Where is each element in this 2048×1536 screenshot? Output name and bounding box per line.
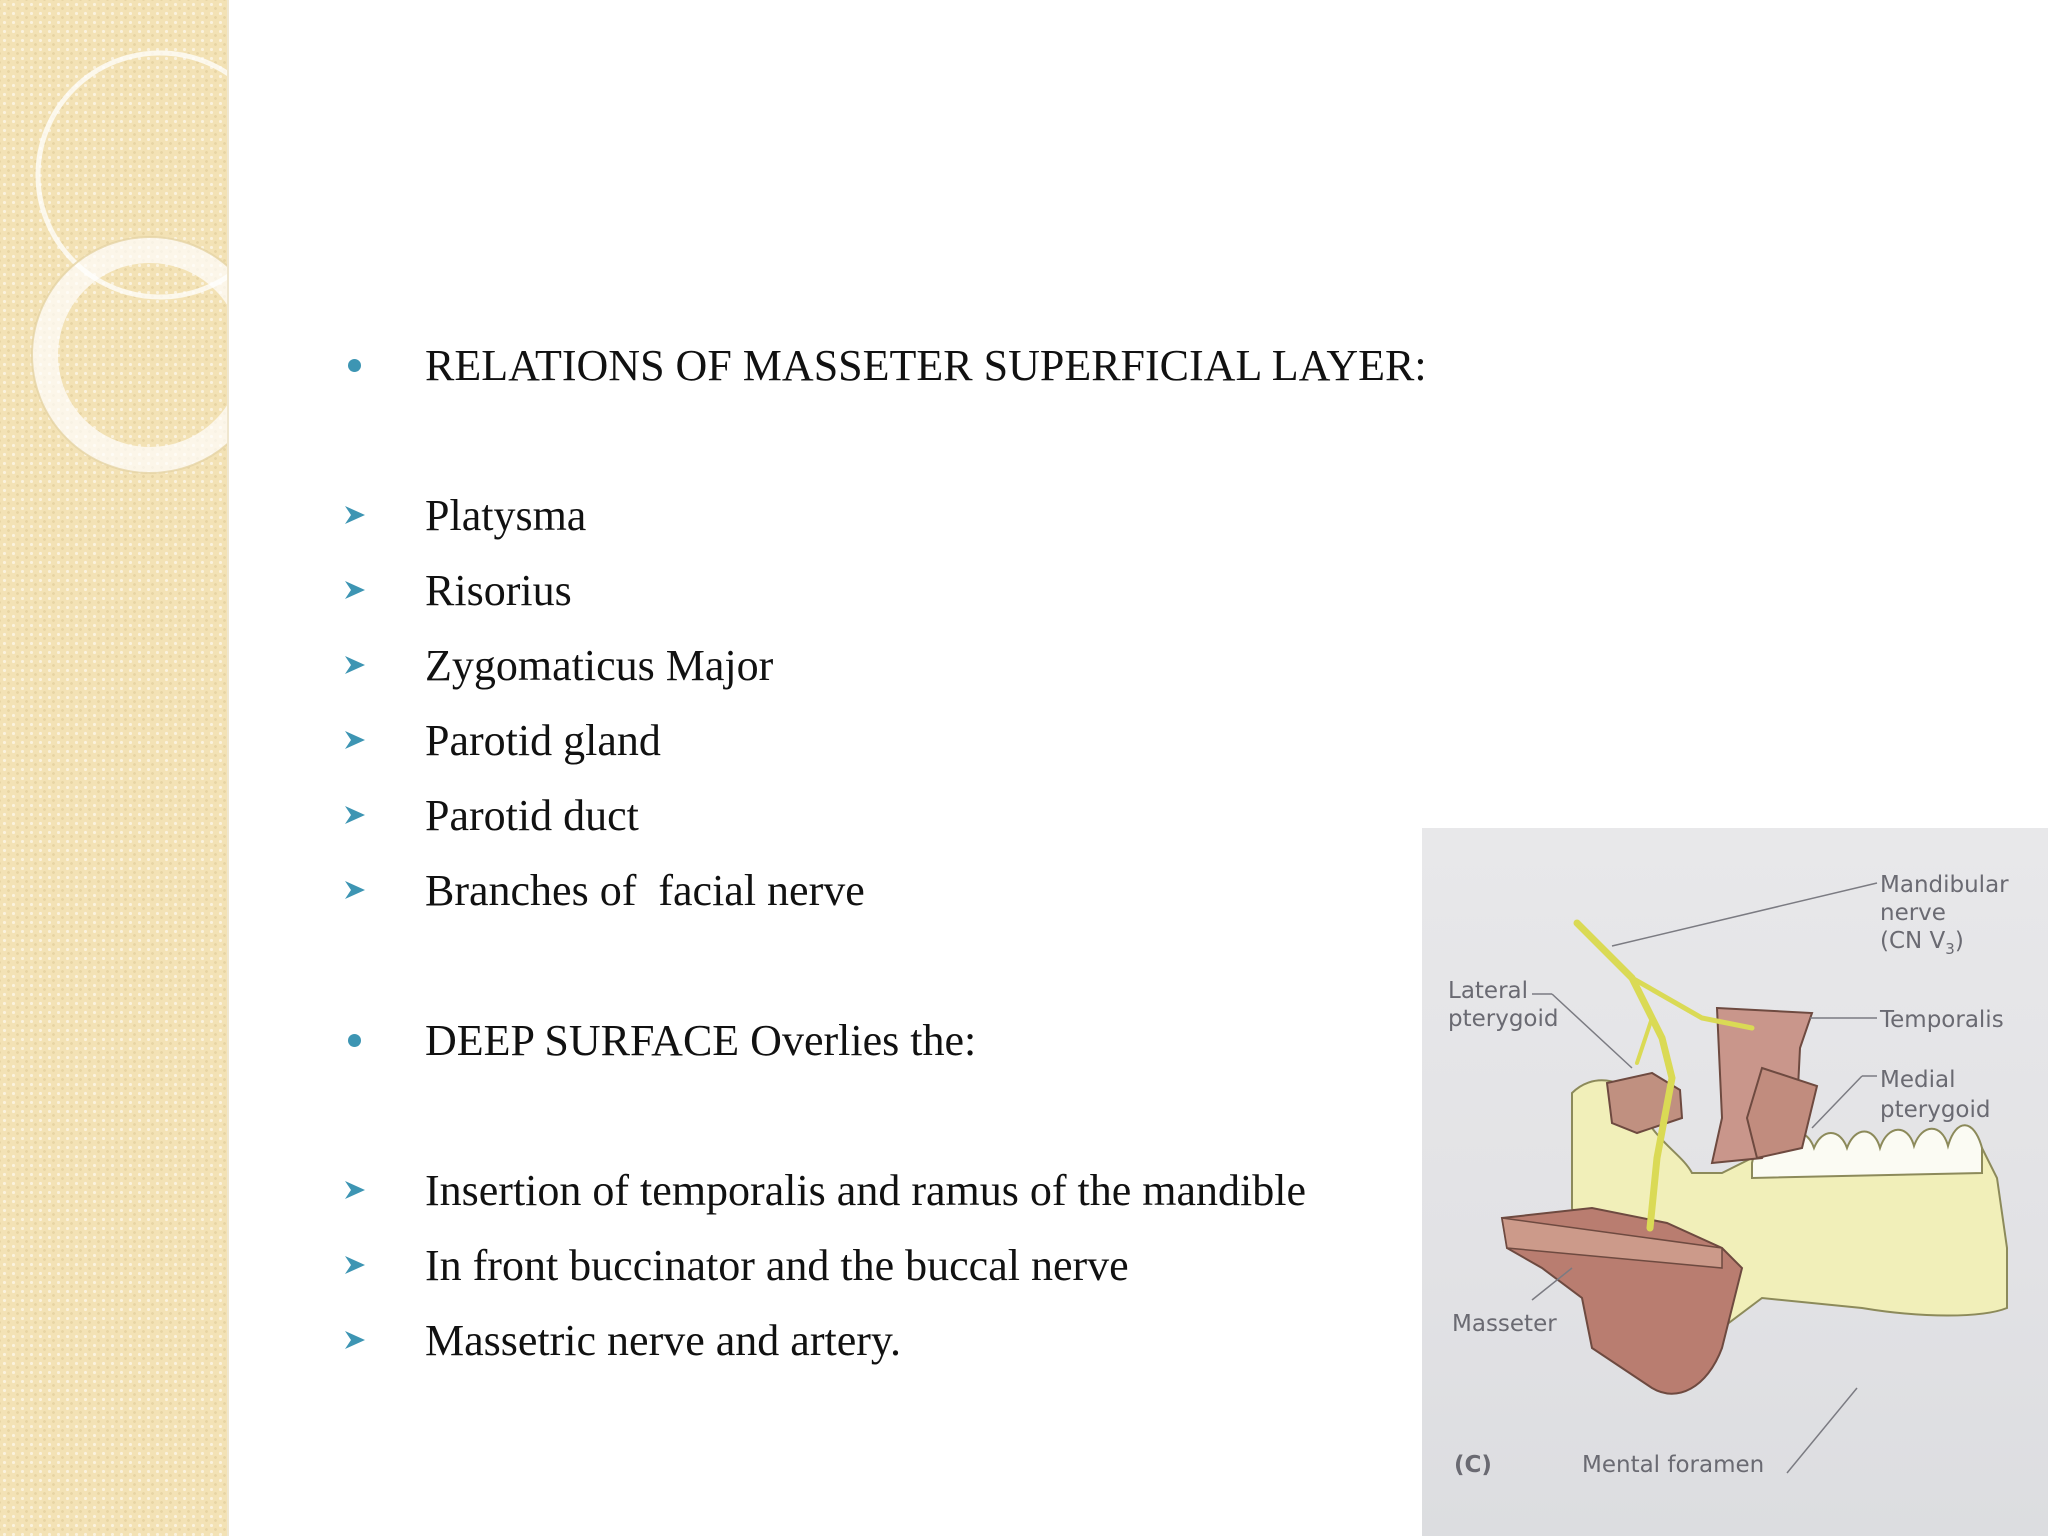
list-item-text: Parotid gland [425, 715, 661, 765]
arrow-bullet-icon [342, 1177, 368, 1203]
decorative-side-band [0, 0, 229, 1536]
label-temporalis: Temporalis [1880, 1007, 2004, 1033]
arrow-bullet-icon [342, 577, 368, 603]
anatomy-figure [1422, 828, 2048, 1536]
heading-superficial-text: RELATIONS OF MASSETER SUPERFICIAL LAYER: [425, 340, 1427, 390]
heading-deep-surface-text: DEEP SURFACE Overlies the: [425, 1015, 977, 1065]
label-mandibular-nerve-line3: (CN $V_3$) [1880, 928, 1964, 958]
label-lateral-pterygoid-line2: pterygoid [1448, 1006, 1559, 1032]
arrow-bullet-icon [342, 1327, 368, 1353]
arrow-bullet-icon [342, 1252, 368, 1278]
label-panel-c: (C) [1454, 1452, 1492, 1478]
list-item-text: Insertion of temporalis and ramus of the mandible [425, 1165, 1306, 1215]
decorative-rings-icon [0, 0, 227, 1536]
list-item-text: Massetric nerve and artery. [425, 1315, 902, 1365]
list-item-text: Branches of facial nerve [425, 865, 865, 915]
label-mandibular-nerve-line2: nerve [1880, 900, 1946, 926]
arrow-bullet-icon [342, 652, 368, 678]
list-item-text: Risorius [425, 565, 572, 615]
arrow-bullet-icon [342, 502, 368, 528]
list-item-text: In front buccinator and the buccal nerve [425, 1240, 1129, 1290]
mandible-illustration [1422, 828, 2048, 1536]
arrow-bullet-icon [342, 802, 368, 828]
label-masseter: Masseter [1452, 1311, 1557, 1337]
list-item-text: Platysma [425, 490, 587, 540]
list-item-text: Zygomaticus Major [425, 640, 774, 690]
label-lateral-pterygoid: Lateral [1448, 978, 1529, 1004]
label-mental-foramen: Mental foramen [1582, 1452, 1765, 1478]
dot-bullet-icon [348, 1034, 361, 1047]
list-item-text: Parotid duct [425, 790, 639, 840]
arrow-bullet-icon [342, 877, 368, 903]
arrow-bullet-icon [342, 727, 368, 753]
label-medial-pterygoid-line2: pterygoid [1880, 1097, 1991, 1123]
dot-bullet-icon [348, 359, 361, 372]
label-medial-pterygoid: Medial [1880, 1067, 1956, 1093]
label-mandibular-nerve: Mandibular [1880, 872, 2009, 898]
